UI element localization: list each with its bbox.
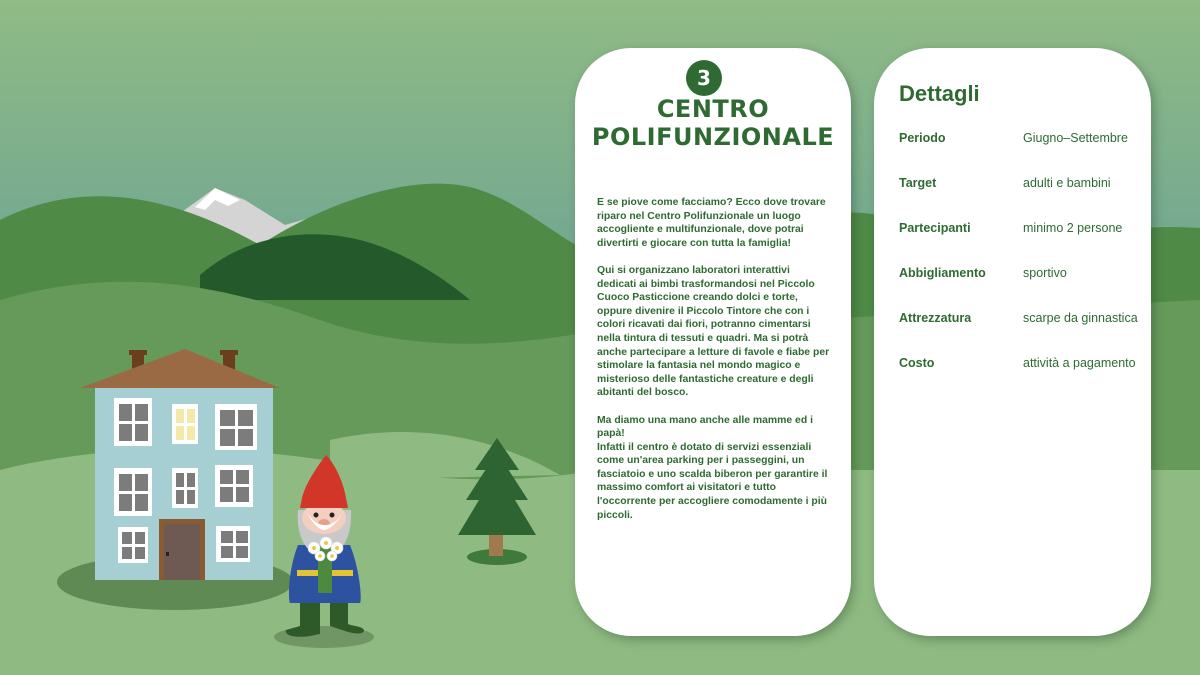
detail-value: minimo 2 persone: [1023, 221, 1123, 235]
detail-row-target: [899, 176, 1139, 196]
detail-value: Giugno–Settembre: [1023, 131, 1128, 145]
details-card: [874, 48, 1151, 636]
story-title: [575, 95, 851, 151]
story-paragraph-1: E se piove come facciamo? Ecco dove trovare riparo nel Centro Polifunzionale un luogo accogliente e multifunzionale, dove potrai divertirti e giocare con tutta la famiglia!: [597, 197, 826, 249]
detail-value: adulti e bambini: [1023, 176, 1111, 190]
story-paragraph-3b: Infatti il centro è dotato di servizi essenziali come un'area parking per i passeggini, un fasciatoio e uno scalda biberon per garantire il massimo comfort ai visitatori e tutto l'occorrente per accogliere comodamente i più piccoli.: [597, 441, 828, 521]
detail-label: Abbigliamento: [899, 266, 986, 280]
detail-value: sportivo: [1023, 266, 1067, 280]
details-title: Dettagli: [899, 81, 980, 106]
detail-label: Costo: [899, 356, 935, 370]
detail-label: Attrezzatura: [899, 311, 972, 325]
detail-label: Target: [899, 176, 937, 190]
activity-number-badge: 3: [686, 60, 722, 96]
story-title-line1: CENTRO: [656, 95, 770, 123]
story-body: [597, 196, 831, 536]
detail-row-attrezzatura: [899, 311, 1139, 331]
detail-value: scarpe da ginnastica: [1023, 311, 1138, 325]
story-card: [575, 48, 851, 636]
detail-label: Partecipanti: [899, 221, 971, 235]
detail-row-periodo: [899, 131, 1139, 151]
detail-value: attività a pagamento: [1023, 356, 1136, 370]
story-paragraph-2: Qui si organizzano laboratori interattivi dedicati ai bimbi trasformandosi nel Piccolo Cuoco Pasticcione creando dolci e torte, oppure divenire il Piccolo Tintore che con i colori ricavati dai fiori, potranno cimentarsi nella tintura di tessuti e quadri. Ma si potrà anche partecipare a letture di favole e fiabe per stimolare la fantasia nel mondo magico e misterioso delle fantastiche creature e degli abitanti del bosco.: [597, 264, 830, 399]
detail-row-costo: [899, 356, 1139, 376]
story-paragraph-3: [597, 414, 831, 523]
detail-label: Periodo: [899, 131, 946, 145]
story-paragraph-3a: Ma diamo una mano anche alle mamme ed i papà!: [597, 414, 813, 440]
detail-row-abbigliamento: [899, 266, 1139, 286]
story-title-line2: POLIFUNZIONALE: [591, 123, 835, 151]
detail-row-partecipanti: [899, 221, 1139, 241]
